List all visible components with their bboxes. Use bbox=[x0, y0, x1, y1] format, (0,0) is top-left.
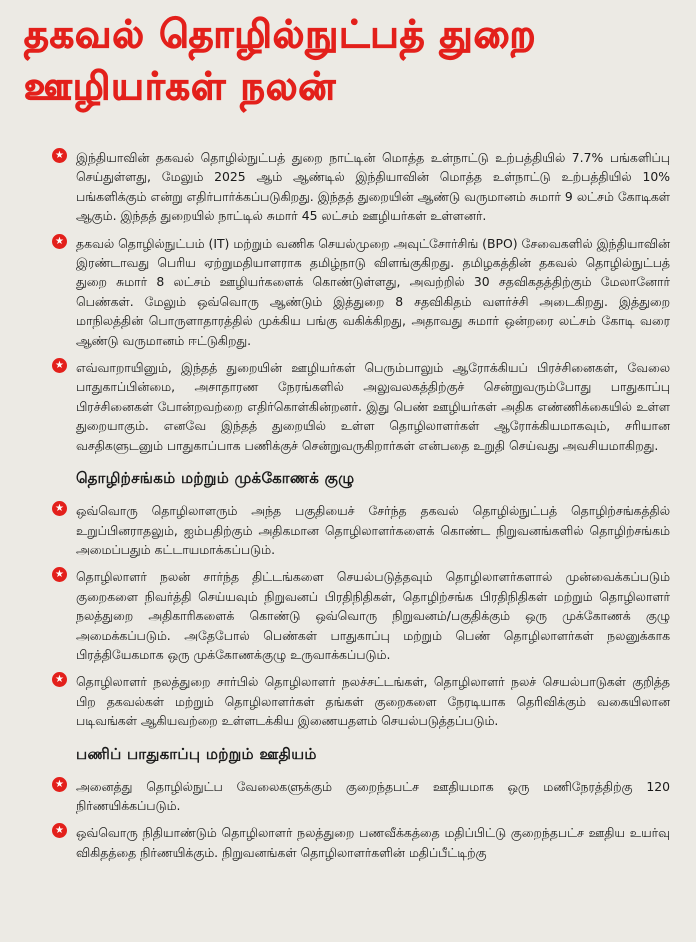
list-item bbox=[52, 567, 670, 664]
star-bullet-icon: ★ bbox=[52, 234, 67, 249]
bullet-text: தொழிலாளர் நலன் சார்ந்த திட்டங்களை செயல்படுத்தவும் தொழிலாளர்களால் முன்வைக்கப்படும் குறைகளை நிவர்த்தி செய்யவும் நிறுவனப் பிரதிநிதிகள், தொழிற்சங்க பிரதிநிதிகள் மற்றும் தொழிலாளர் நலத்துறை அதிகாரிகளைக் கொண்டு ஒவ்வொரு நிறுவனம்/பகுதிக்கும் ஒரு முக்கோணக் குழு அமைக்கப்படும். அதேபோல் பெண்கள் பாதுகாப்பு மற்றும் பெண் தொழிலாளர்கள் நலனுக்காக பிரத்தியேகமாக ஒரு முக்கோணக்குழு உருவாக்கப்படும். bbox=[76, 569, 670, 662]
section-heading-wages: பணிப் பாதுகாப்பு மற்றும் ஊதியம் bbox=[76, 744, 317, 763]
bullet-text: தகவல் தொழில்நுட்பம் (IT) மற்றும் வணிக செயல்முறை அவுட்சோர்சிங் (BPO) சேவைகளில் இந்தியாவின் இரண்டாவது பெரிய ஏற்றுமதியாளராக தமிழ்நாடு விளங்குகிறது. தமிழகத்தின் தகவல் தொழில்நுட்பத் துறை சுமார் 8 லட்சம் ஊழியர்களைக் கொண்டுள்ளது, அவற்றில் 30 சதவிகதத்திற்கும் மேலானோர் பெண்கள். மேலும் ஒவ்வொரு ஆண்டும் இத்துறை 8 சதவிகிதம் வளர்ச்சி அடைகிறது. இத்துறை மாநிலத்தின் பொருளாதாரத்தில் முக்கிய பங்கு வகிக்கிறது, அதாவது சுமார் ஒன்றரை லட்சம் கோடி வரை ஆண்டு வருமானம் ஈட்டுகிறது. bbox=[76, 235, 670, 348]
star-bullet-icon: ★ bbox=[52, 501, 67, 516]
star-bullet-icon: ★ bbox=[52, 672, 67, 687]
bullet-text: இந்தியாவின் தகவல் தொழில்நுட்பத் துறை நாட்டின் மொத்த உள்நாட்டு உற்பத்தியில் 7.7% பங்களிப்பு செய்துள்ளது, மேலும் 2025 ஆம் ஆண்டில் இந்தியாவின் மொத்த உள்நாட்டு உற்பத்தியில் 10% பங்களிக்கும் என்று எதிர்பார்க்கப்படுகிறது. இந்தத் துறையின் ஆண்டு வருமானம் சுமார் 9 லட்சம் கோடிகள் ஆகும். இந்தத் துறையில் நாட்டில் சுமார் 45 லட்சம் ஊழியர்கள் உள்ளனர். bbox=[76, 150, 670, 224]
star-bullet-icon: ★ bbox=[52, 567, 67, 582]
title-line-2: ஊழியர்கள் நலன் bbox=[24, 64, 337, 108]
list-item bbox=[52, 823, 670, 862]
list-item bbox=[52, 672, 670, 730]
star-bullet-icon: ★ bbox=[52, 777, 67, 792]
list-item bbox=[52, 234, 670, 350]
bullet-text: ஒவ்வொரு நிதியாண்டும் தொழிலாளர் நலத்துறை பணவீக்கத்தை மதிப்பிட்டு குறைந்தபட்ச ஊதிய உயர்வு விகிதத்தை நிர்ணயிக்கும். நிறுவனங்கள் தொழிலாளர்களின் மதிப்பீட்டிற்கு bbox=[76, 825, 670, 860]
list-item bbox=[52, 358, 670, 455]
list-item bbox=[52, 501, 670, 559]
title-line-1: தகவல் தொழில்நுட்பத் துறை bbox=[24, 12, 537, 56]
list-item bbox=[52, 148, 670, 226]
bullet-text: அனைத்து தொழில்நுட்ப வேலைகளுக்கும் குறைந்தபட்ச ஊதியமாக ஒரு மணிநேரத்திற்கு 120 நிர்ணயிக்கப்படும். bbox=[76, 778, 670, 813]
bullet-text: எவ்வாறாயினும், இந்தத் துறையின் ஊழியர்கள் பெரும்பாலும் ஆரோக்கியப் பிரச்சினைகள், வேலை பாதுகாப்பின்மை, அசாதாரண நேரங்களில் அலுவலகத்திற்குச் சென்றுவரும்போது பாதுகாப்பு பிரச்சினைகள் போன்றவற்றை எதிர்கொள்கின்றனர். இது பெண் ஊழியர்கள் அதிக எண்ணிக்கையில் உள்ள துறையாகும். எனவே இந்தத் துறையில் உள்ள தொழிலாளர்கள் ஆரோக்கியமாகவும், சரியான வசதிகளுடனும் பாதுகாப்பாக பணிக்குச் சென்றுவருகிறார்கள் என்பதை உறுதி செய்வது அவசியமாகிறது. bbox=[76, 360, 670, 453]
star-bullet-icon: ★ bbox=[52, 358, 67, 373]
bullet-text: தொழிலாளர் நலத்துறை சார்பில் தொழிலாளர் நலச்சட்டங்கள், தொழிலாளர் நலச் செயல்பாடுகள் குறித்த பிற தகவல்கள் மற்றும் தொழிலாளர்கள் தங்கள் குறைகளை நேரடியாக தெரிவிக்கும் வகையிலான படிவங்கள் ஆகியவற்றை உள்ளடக்கிய இணையதளம் செயல்படுத்தப்படும். bbox=[76, 674, 670, 729]
bullet-text: ஒவ்வொரு தொழிலாளரும் அந்த பகுதியைச் சேர்ந்த தகவல் தொழில்நுட்பத் தொழிற்சங்கத்தில் உறுப்பினராதலும், ஐம்பதிற்கும் அதிகமான தொழிலாளர்களைக் கொண்ட நிறுவனங்களில் தொழிற்சங்கம் அமைப்பதும் கட்டாயமாக்கப்படும். bbox=[76, 503, 670, 557]
star-bullet-icon: ★ bbox=[52, 823, 67, 838]
document-body bbox=[52, 148, 670, 870]
section-heading-union: தொழிற்சங்கம் மற்றும் முக்கோணக் குழு bbox=[76, 469, 355, 488]
title-block bbox=[24, 8, 684, 112]
list-item bbox=[52, 777, 670, 816]
star-bullet-icon: ★ bbox=[52, 148, 67, 163]
